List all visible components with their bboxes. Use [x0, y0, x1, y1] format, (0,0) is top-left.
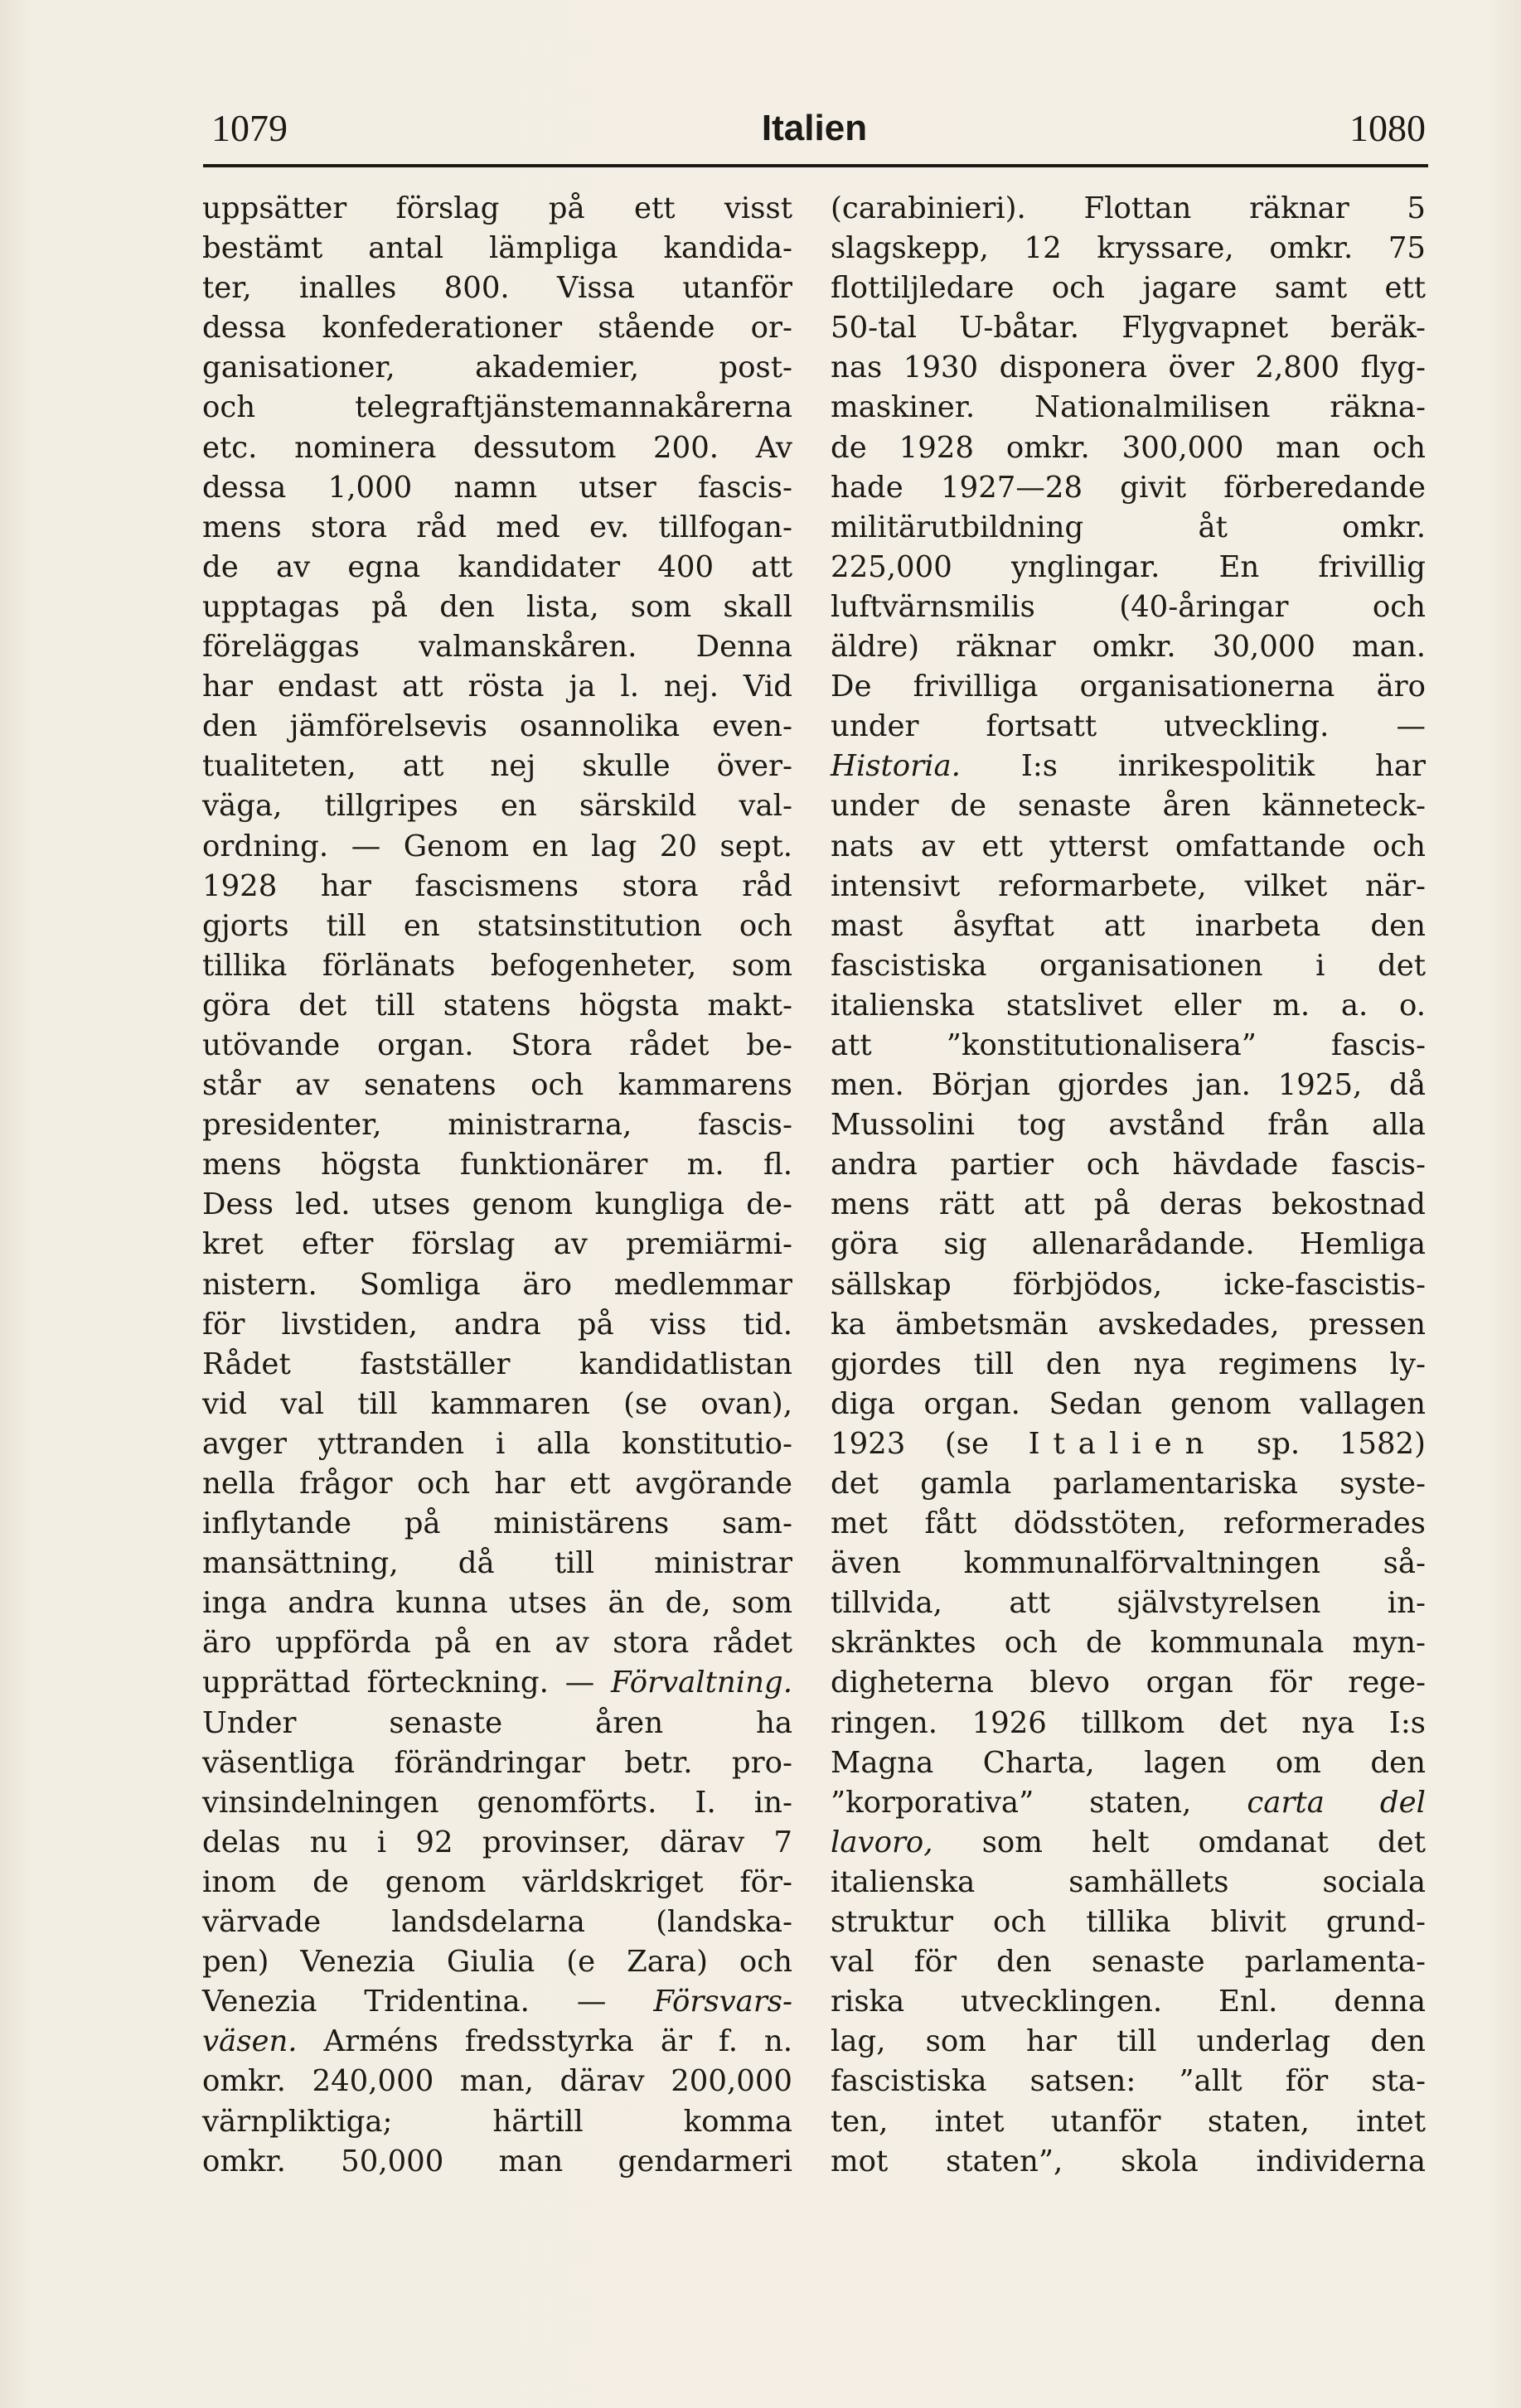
- text-line: ordning. — Genom en lag 20 sept.: [202, 829, 792, 863]
- text-line: 1923 (se Italien sp. 1582): [831, 1426, 1426, 1461]
- left-column: [202, 189, 792, 2182]
- text-line: struktur och tillika blivit grund-: [831, 1905, 1426, 1940]
- text-line: italienska samhällets sociala: [831, 1864, 1426, 1899]
- text-line: för livstiden, andra på viss tid.: [202, 1307, 792, 1342]
- section-heading-forsvarsvasen-cont: väsen.: [202, 2024, 298, 2059]
- text-line: upptagas på den lista, som skall: [202, 589, 792, 624]
- text-line: Magna Charta, lagen om den: [831, 1745, 1426, 1780]
- text-line: hade 1927—28 givit förberedande: [831, 470, 1426, 505]
- text-line: det gamla parlamentariska syste-: [831, 1467, 1426, 1501]
- text-line: vinsindelningen genomförts. I. in-: [202, 1785, 792, 1820]
- text-line: sällskap förbjödos, icke-fascistis-: [831, 1267, 1426, 1302]
- running-title: Italien: [761, 108, 868, 148]
- text-line: de 1928 omkr. 300,000 man och: [831, 430, 1426, 465]
- text-line: De frivilliga organisationerna äro: [831, 670, 1426, 704]
- text-line: under de senaste åren känneteck-: [831, 789, 1426, 824]
- text-line: Dess led. utses genom kungliga de-: [202, 1187, 792, 1222]
- text-line: väsentliga förändringar betr. pro-: [202, 1745, 792, 1780]
- page-number-left: 1079: [211, 107, 288, 149]
- text-line: men. Början gjordes jan. 1925, då: [831, 1068, 1426, 1103]
- text-line: vid val till kammaren (se ovan),: [202, 1386, 792, 1421]
- text-line: dessa konfederationer stående or-: [202, 311, 792, 346]
- text-line: ”korporativa” staten, carta del: [831, 1785, 1426, 1820]
- text-line: och telegraftjänstemannakårerna: [202, 390, 792, 425]
- text-line: omkr. 50,000 man gendarmeri: [202, 2144, 792, 2178]
- text-line: de av egna kandidater 400 att: [202, 549, 792, 584]
- text-line: värvade landsdelarna (landska-: [202, 1905, 792, 1940]
- text-line: 1928 har fascismens stora råd: [202, 868, 792, 903]
- text-line: tualiteten, att nej skulle över-: [202, 749, 792, 784]
- italic-term-carta-del: carta del: [1247, 1785, 1426, 1820]
- text-line: italienska statslivet eller m. a. o.: [831, 988, 1426, 1023]
- text-line: flottiljledare och jagare samt ett: [831, 271, 1426, 306]
- text-line: pen) Venezia Giulia (e Zara) och: [202, 1945, 792, 1980]
- text-line: göra sig allenarådande. Hemliga: [831, 1227, 1426, 1262]
- text-line: maskiner. Nationalmilisen räkna-: [831, 390, 1426, 425]
- text-line: Venezia Tridentina. — Försvars-: [202, 1985, 792, 2019]
- text-line: ganisationer, akademier, post-: [202, 351, 792, 385]
- text-line: intensivt reformarbete, vilket när-: [831, 868, 1426, 903]
- text-line: ter, inalles 800. Vissa utanför: [202, 271, 792, 306]
- text-line: mens högsta funktionärer m. fl.: [202, 1148, 792, 1182]
- section-heading-forsvarsvasen: Försvars-: [653, 1985, 792, 2019]
- text-line: inflytande på ministärens sam-: [202, 1506, 792, 1541]
- text-line: ringen. 1926 tillkom det nya I:s: [831, 1705, 1426, 1740]
- text-line: under fortsatt utveckling. —: [831, 709, 1426, 744]
- text-line: delas nu i 92 provinser, därav 7: [202, 1825, 792, 1859]
- text-line: bestämt antal lämpliga kandida-: [202, 231, 792, 266]
- text-line: slagskepp, 12 kryssare, omkr. 75: [831, 231, 1426, 266]
- text-line: nas 1930 disponera över 2,800 flyg-: [831, 351, 1426, 385]
- text-line: fascistiska satsen: ”allt för sta-: [831, 2064, 1426, 2099]
- text-line: andra partier och hävdade fascis-: [831, 1148, 1426, 1182]
- text-line: mast åsyftat att inarbeta den: [831, 908, 1426, 943]
- text-line: etc. nominera dessutom 200. Av: [202, 430, 792, 465]
- text-line: lag, som har till underlag den: [831, 2024, 1426, 2059]
- text-line: väga, tillgripes en särskild val-: [202, 789, 792, 824]
- spaced-reference-italien: Italien: [1028, 1426, 1218, 1461]
- text-line: att ”konstitutionalisera” fascis-: [831, 1028, 1426, 1062]
- right-column: [831, 189, 1426, 2182]
- text-line: riska utvecklingen. Enl. denna: [831, 1985, 1426, 2019]
- text-line: digheterna blevo organ för rege-: [831, 1666, 1426, 1700]
- text-line: mens stora råd med ev. tillfogan-: [202, 510, 792, 544]
- text-line: föreläggas valmanskåren. Denna: [202, 630, 792, 665]
- text-line: mansättning, då till ministrar: [202, 1546, 792, 1581]
- text-line: Historia. I:s inrikespolitik har: [831, 749, 1426, 784]
- page-header: [203, 99, 1426, 157]
- text-line: militärutbildning åt omkr.: [831, 510, 1426, 544]
- text-line: (carabinieri). Flottan räknar 5: [831, 191, 1426, 225]
- text-line: val för den senaste parlamenta-: [831, 1945, 1426, 1980]
- text-line: Mussolini tog avstånd från alla: [831, 1108, 1426, 1143]
- text-line: kret efter förslag av premiärmi-: [202, 1227, 792, 1262]
- text-line: inom de genom världskriget för-: [202, 1864, 792, 1899]
- text-line: Rådet fastställer kandidatlistan: [202, 1347, 792, 1381]
- text-line: värnpliktiga; härtill komma: [202, 2104, 792, 2139]
- text-line: nistern. Somliga äro medlemmar: [202, 1267, 792, 1302]
- text-line: äro uppförda på en av stora rådet: [202, 1626, 792, 1661]
- text-line: även kommunalförvaltningen så-: [831, 1546, 1426, 1581]
- text-line: omkr. 240,000 man, därav 200,000: [202, 2064, 792, 2099]
- text-line: nats av ett ytterst omfattande och: [831, 829, 1426, 863]
- page-number-right: 1080: [1349, 107, 1426, 149]
- text-line: nella frågor och har ett avgörande: [202, 1467, 792, 1501]
- text-line: gjorts till en statsinstitution och: [202, 908, 792, 943]
- text-line: den jämförelsevis osannolika even-: [202, 709, 792, 744]
- text-line: met fått dödsstöten, reformerades: [831, 1506, 1426, 1541]
- text-line: ten, intet utanför staten, intet: [831, 2104, 1426, 2139]
- text-line: dessa 1,000 namn utser fascis-: [202, 470, 792, 505]
- text-line: äldre) räknar omkr. 30,000 man.: [831, 630, 1426, 665]
- text-line: mens rätt att på deras bekostnad: [831, 1187, 1426, 1222]
- header-rule: [203, 164, 1428, 167]
- text-line: 225,000 ynglingar. En frivillig: [831, 549, 1426, 584]
- text-line: tillvida, att självstyrelsen in-: [831, 1586, 1426, 1621]
- text-line: har endast att rösta ja l. nej. Vid: [202, 670, 792, 704]
- text-line: skränktes och de kommunala myn-: [831, 1626, 1426, 1661]
- text-line: diga organ. Sedan genom vallagen: [831, 1386, 1426, 1421]
- text-line: avger yttranden i alla konstitutio-: [202, 1426, 792, 1461]
- text-line: Under senaste åren ha: [202, 1705, 792, 1740]
- text-line: väsen. Arméns fredsstyrka är f. n.: [202, 2024, 792, 2059]
- italic-term-lavoro: lavoro,: [831, 1825, 933, 1859]
- text-line: 50-tal U-båtar. Flygvapnet beräk-: [831, 311, 1426, 346]
- text-line: gjordes till den nya regimens ly-: [831, 1347, 1426, 1381]
- section-heading-historia: Historia.: [831, 749, 961, 784]
- text-line: mot staten”, skola individerna: [831, 2144, 1426, 2178]
- text-line: luftvärnsmilis (40-åringar och: [831, 589, 1426, 624]
- text-line: göra det till statens högsta makt-: [202, 988, 792, 1023]
- text-line: upprättad förteckning. — Förvaltning.: [202, 1666, 792, 1700]
- text-line: presidenter, ministrarna, fascis-: [202, 1108, 792, 1143]
- text-line: lavoro, som helt omdanat det: [831, 1825, 1426, 1859]
- text-line: ka ämbetsmän avskedades, pressen: [831, 1307, 1426, 1342]
- text-line: fascistiska organisationen i det: [831, 948, 1426, 983]
- text-line: utövande organ. Stora rådet be-: [202, 1028, 792, 1062]
- section-heading-forvaltning: Förvaltning.: [611, 1666, 792, 1700]
- text-line: står av senatens och kammarens: [202, 1068, 792, 1103]
- text-line: uppsätter förslag på ett visst: [202, 191, 792, 225]
- text-line: inga andra kunna utses än de, som: [202, 1586, 792, 1621]
- text-line: tillika förlänats befogenheter, som: [202, 948, 792, 983]
